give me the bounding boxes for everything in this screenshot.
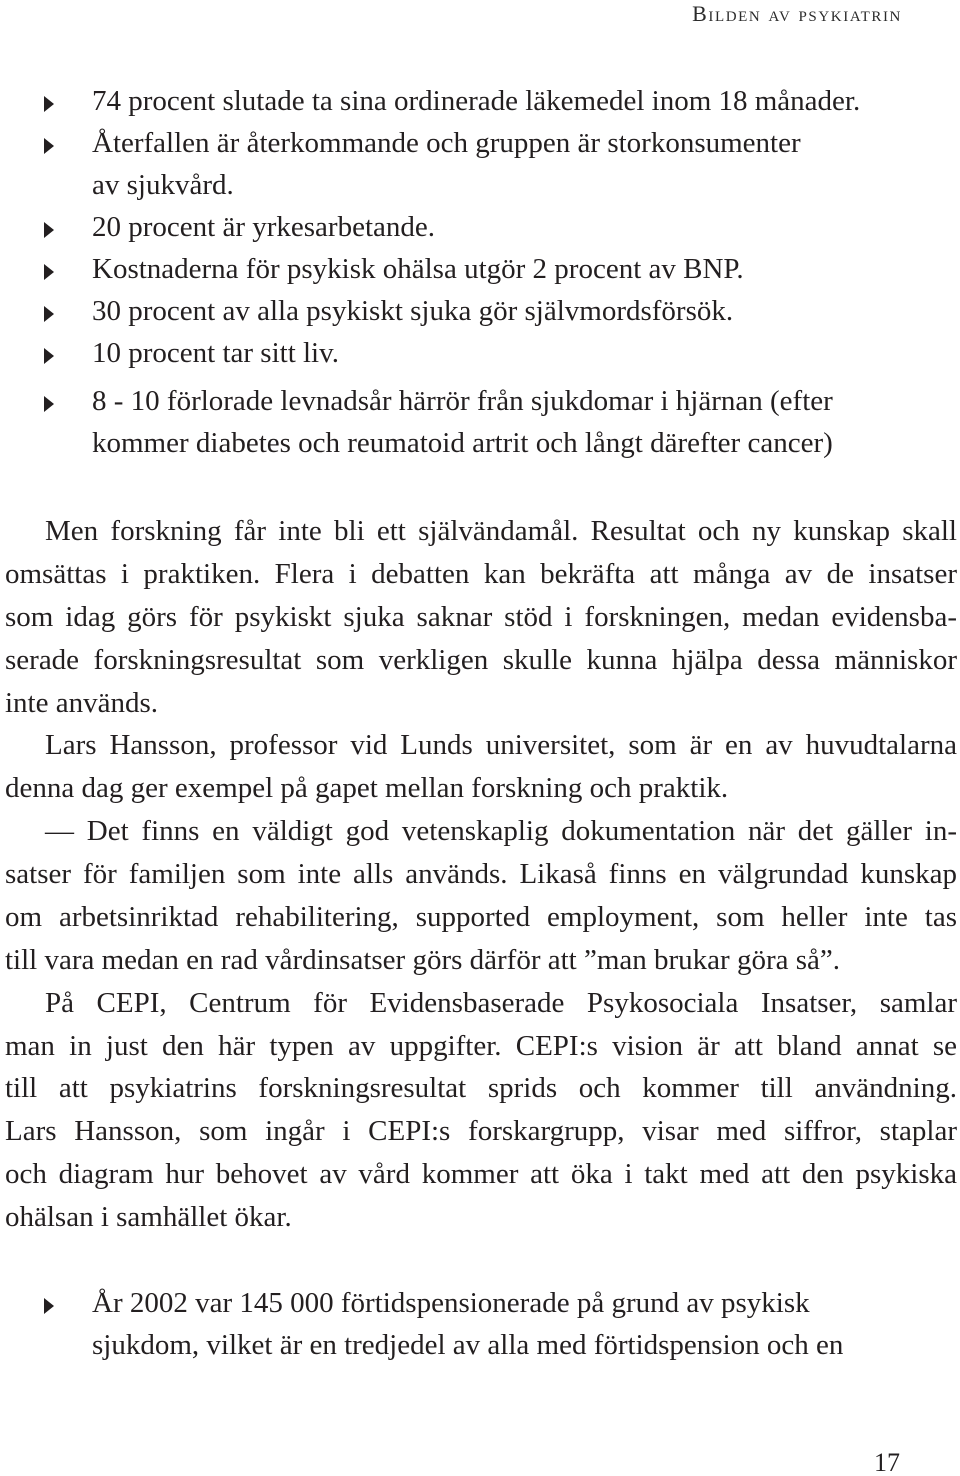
bullet-triangle-icon: [44, 396, 54, 412]
paragraph-line: På CEPI, Centrum för Evidensbaserade Psykosociala Insatser, samlar: [45, 986, 957, 1019]
paragraph-line: omsättas i praktiken. Flera i debatten kan bekräfta att många av de insatser: [5, 557, 957, 590]
paragraph-line: ohälsan i samhället ökar.: [5, 1201, 292, 1233]
bullet-triangle-icon: [44, 96, 54, 112]
paragraph-line: och diagram hur behovet av vård kommer att öka i takt med att den psykiska: [5, 1158, 957, 1191]
list-item-text: 30 procent av alla psykiskt sjuka gör självmordsförsök.: [92, 295, 734, 327]
bullet-triangle-icon: [44, 306, 54, 322]
paragraph-line: Lars Hansson, som ingår i CEPI:s forskargrupp, visar med siffror, staplar: [5, 1115, 957, 1148]
body-text: [5, 510, 957, 1239]
list-item-text: sjukdom, vilket är en tredjedel av alla med förtidspension och en: [92, 1329, 844, 1361]
bullet-list-bottom: [0, 1282, 960, 1366]
bullet-triangle-icon: [44, 138, 54, 154]
list-item: [0, 122, 960, 206]
list-item: [0, 1282, 960, 1366]
paragraph-line: Men forskning får inte bli ett självändamål. Resultat och ny kunskap skall: [45, 515, 957, 547]
list-item-text: År 2002 var 145 000 förtidspensionerade på grund av psykisk: [92, 1287, 810, 1319]
paragraph-line: om arbetsinriktad rehabilitering, supported employment, som heller inte tas: [5, 900, 957, 933]
paragraph-line: — Det finns en väldigt god vetenskaplig dokumentation när det gäller in-: [45, 815, 957, 848]
list-item: [0, 380, 960, 464]
paragraph-line: inte används.: [5, 686, 159, 719]
list-item-text: av sjukvård.: [92, 169, 234, 201]
paragraph-line: som idag görs för psykiskt sjuka saknar stöd i forskningen, medan evidensba-: [5, 600, 957, 633]
paragraph-line: satser för familjen som inte alls används. Likaså finns en välgrundad kunskap: [5, 858, 957, 890]
paragraph-line: till vara medan en rad vårdinsatser görs därför att ”man brukar göra så”.: [5, 943, 841, 976]
list-item: [0, 248, 960, 290]
running-head: Bilden av psykiatrin: [692, 1, 902, 26]
paragraph: [5, 982, 957, 1239]
page-number: 17: [874, 1448, 900, 1476]
list-item-text: 10 procent tar sitt liv.: [92, 337, 339, 369]
list-item: [0, 80, 960, 122]
bullet-triangle-icon: [44, 348, 54, 364]
paragraph-line: till att psykiatrins forskningsresultat sprids och kommer till användning.: [5, 1072, 957, 1105]
bullet-triangle-icon: [44, 222, 54, 238]
paragraph-line: Lars Hansson, professor vid Lunds universitet, som är en av huvudtalarna: [45, 729, 957, 762]
list-item: [0, 206, 960, 248]
paragraph: [5, 724, 957, 810]
paragraph: [5, 810, 957, 982]
bullet-triangle-icon: [44, 264, 54, 280]
paragraph-line: denna dag ger exempel på gapet mellan forskning och praktik.: [5, 772, 729, 805]
bullet-list-top: [0, 80, 960, 464]
paragraph-line: man in just den här typen av uppgifter. CEPI:s vision är att bland annat se: [5, 1029, 957, 1062]
list-item: [0, 290, 960, 332]
bullet-triangle-icon: [44, 1298, 54, 1314]
paragraph-line: serade forskningsresultat som verkligen skulle kunna hjälpa dessa människor: [5, 643, 957, 676]
list-item-text: 8 - 10 förlorade levnadsår härrör från sjukdomar i hjärnan (efter: [92, 385, 833, 417]
list-item-text: Kostnaderna för psykisk ohälsa utgör 2 procent av BNP.: [92, 253, 744, 285]
list-item-text: 74 procent slutade ta sina ordinerade läkemedel inom 18 månader.: [92, 85, 861, 117]
list-item-text: kommer diabetes och reumatoid artrit och långt därefter cancer): [92, 427, 833, 459]
list-item-text: Återfallen är återkommande och gruppen är storkonsumenter: [92, 127, 801, 159]
list-item-text: 20 procent är yrkesarbetande.: [92, 211, 436, 243]
paragraph: [5, 510, 957, 724]
list-item: [0, 332, 960, 374]
